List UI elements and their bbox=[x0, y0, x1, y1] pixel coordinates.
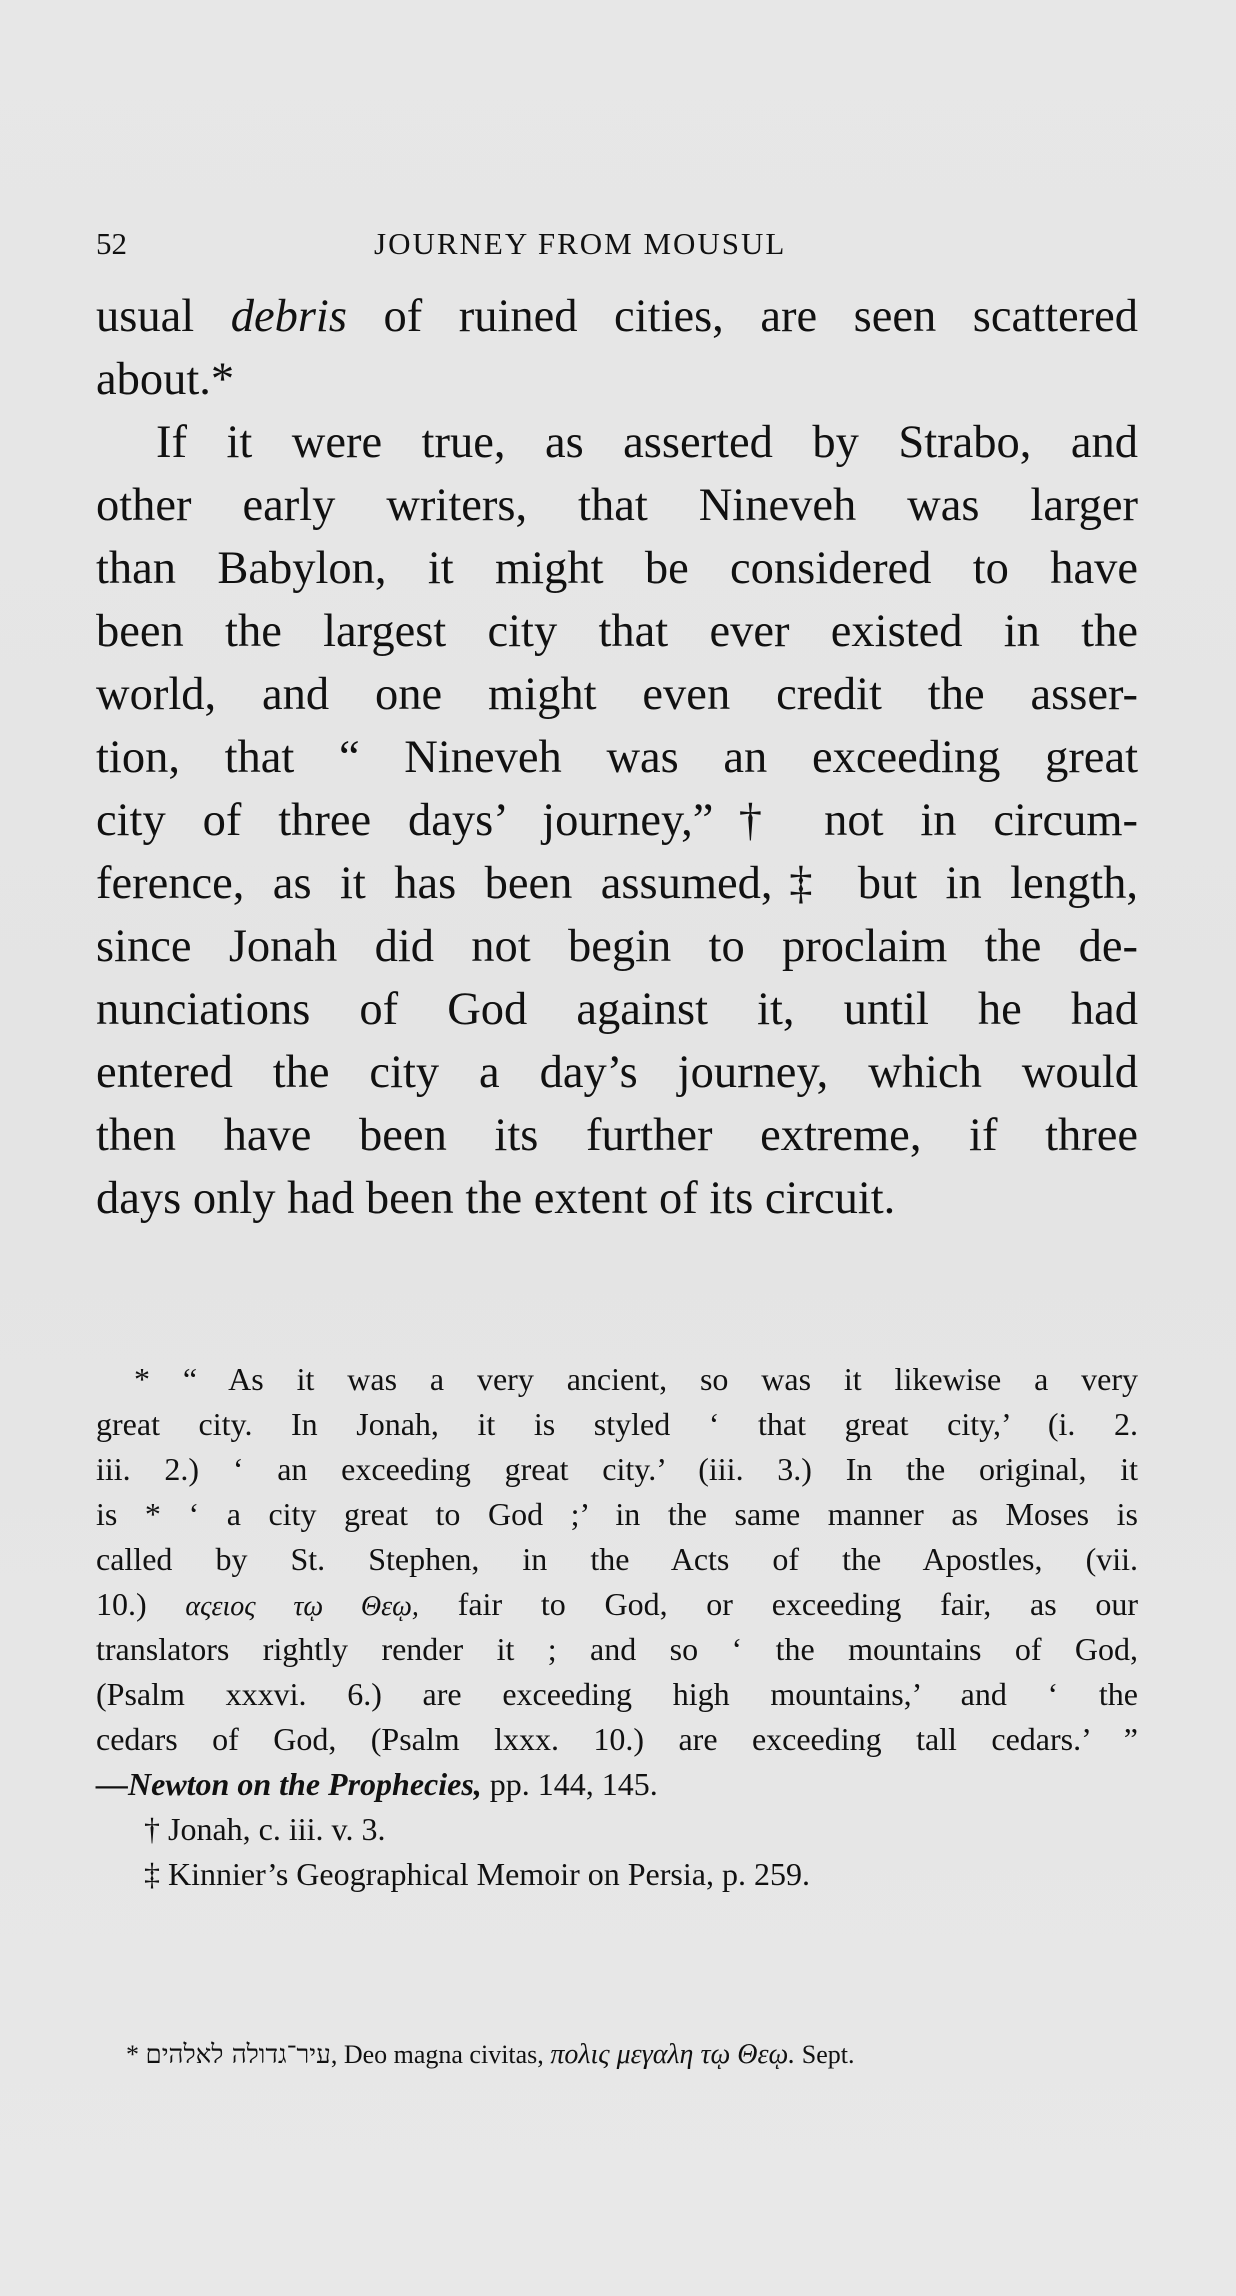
footnote-line: cedars of God, (Psalm lxxx. 10.) are exceeding tall cedars.’ ” bbox=[96, 1721, 1138, 1757]
hebrew-phrase: עיר־גדולה לאלהים bbox=[145, 2040, 331, 2070]
latin-phrase: , Deo magna civitas, bbox=[330, 2040, 544, 2069]
footnote-fragment: 10.) bbox=[96, 1586, 147, 1622]
main-text bbox=[96, 285, 1138, 1230]
text-line: city of three days’ journey,”† not in circum- bbox=[96, 795, 1138, 846]
text-line: about.* bbox=[96, 354, 235, 405]
text-line bbox=[96, 285, 1138, 348]
text-fragment: usual bbox=[96, 291, 195, 342]
citation-pages: pp. 144, 145. bbox=[489, 1766, 658, 1802]
footnote-double-dagger: ‡ Kinnier’s Geographical Memoir on Persia, p. 259. bbox=[144, 1856, 810, 1892]
footnote-line: (Psalm xxxvi. 6.) are exceeding high mountains,’ and ‘ the bbox=[96, 1676, 1138, 1712]
footnote-line: great city. In Jonah, it is styled ‘ that great city,’ (i. 2. bbox=[96, 1406, 1138, 1442]
footnote-fragment: fair to God, or exceeding fair, as our bbox=[457, 1586, 1138, 1622]
text-line: days only had been the extent of its circuit. bbox=[96, 1173, 896, 1224]
citation-title: —Newton on the Prophecies, bbox=[96, 1766, 482, 1802]
footnote-line bbox=[96, 1582, 1138, 1627]
text-line: been the largest city that ever existed in the bbox=[96, 606, 1138, 657]
text-line: ference, as it has been assumed,‡ but in length, bbox=[96, 858, 1138, 909]
footnote-line: translators rightly render it ; and so ‘ the mountains of God, bbox=[96, 1631, 1138, 1667]
text-line: since Jonah did not begin to proclaim the de- bbox=[96, 921, 1138, 972]
footnote-dagger: † Jonah, c. iii. v. 3. bbox=[144, 1811, 386, 1847]
greek-phrase: πολις μεγαλη τῳ Θεῳ. bbox=[550, 2039, 796, 2070]
footnote-line bbox=[96, 1762, 1138, 1807]
footnotes bbox=[96, 1357, 1138, 1897]
footnote-line: is * ‘ a city great to God ;’ in the same manner as Moses is bbox=[96, 1496, 1138, 1532]
paragraph-start-line: If it were true, as asserted by Strabo, and bbox=[156, 417, 1138, 468]
footnote-line: * “ As it was a very ancient, so was it likewise a very bbox=[134, 1361, 1138, 1397]
text-line: tion, that “ Nineveh was an exceeding great bbox=[96, 732, 1138, 783]
greek-phrase: αςειος τῳ Θεῳ, bbox=[185, 1591, 419, 1622]
footnote-line: iii. 2.) ‘ an exceeding great city.’ (iii. 3.) In the original, it bbox=[96, 1451, 1138, 1487]
text-line: world, and one might even credit the asser- bbox=[96, 669, 1138, 720]
footnote-line: called by St. Stephen, in the Acts of the Apostles, (vii. bbox=[96, 1541, 1138, 1577]
septuagint-ref: Sept. bbox=[801, 2040, 855, 2069]
text-line: nunciations of God against it, until he had bbox=[96, 984, 1138, 1035]
sidenote-hebrew bbox=[126, 2035, 1086, 2075]
text-fragment: of ruined cities, are seen scattered bbox=[383, 291, 1138, 342]
page-number: 52 bbox=[96, 226, 127, 261]
running-head bbox=[96, 224, 1136, 264]
text-line: then have been its further extreme, if three bbox=[96, 1110, 1138, 1161]
text-line: entered the city a day’s journey, which would bbox=[96, 1047, 1138, 1098]
text-line: than Babylon, it might be considered to have bbox=[96, 543, 1138, 594]
note-marker: * bbox=[126, 2040, 139, 2069]
italic-term: debris bbox=[230, 291, 347, 342]
running-title: JOURNEY FROM MOUSUL bbox=[374, 226, 787, 261]
text-line: other early writers, that Nineveh was larger bbox=[96, 480, 1138, 531]
